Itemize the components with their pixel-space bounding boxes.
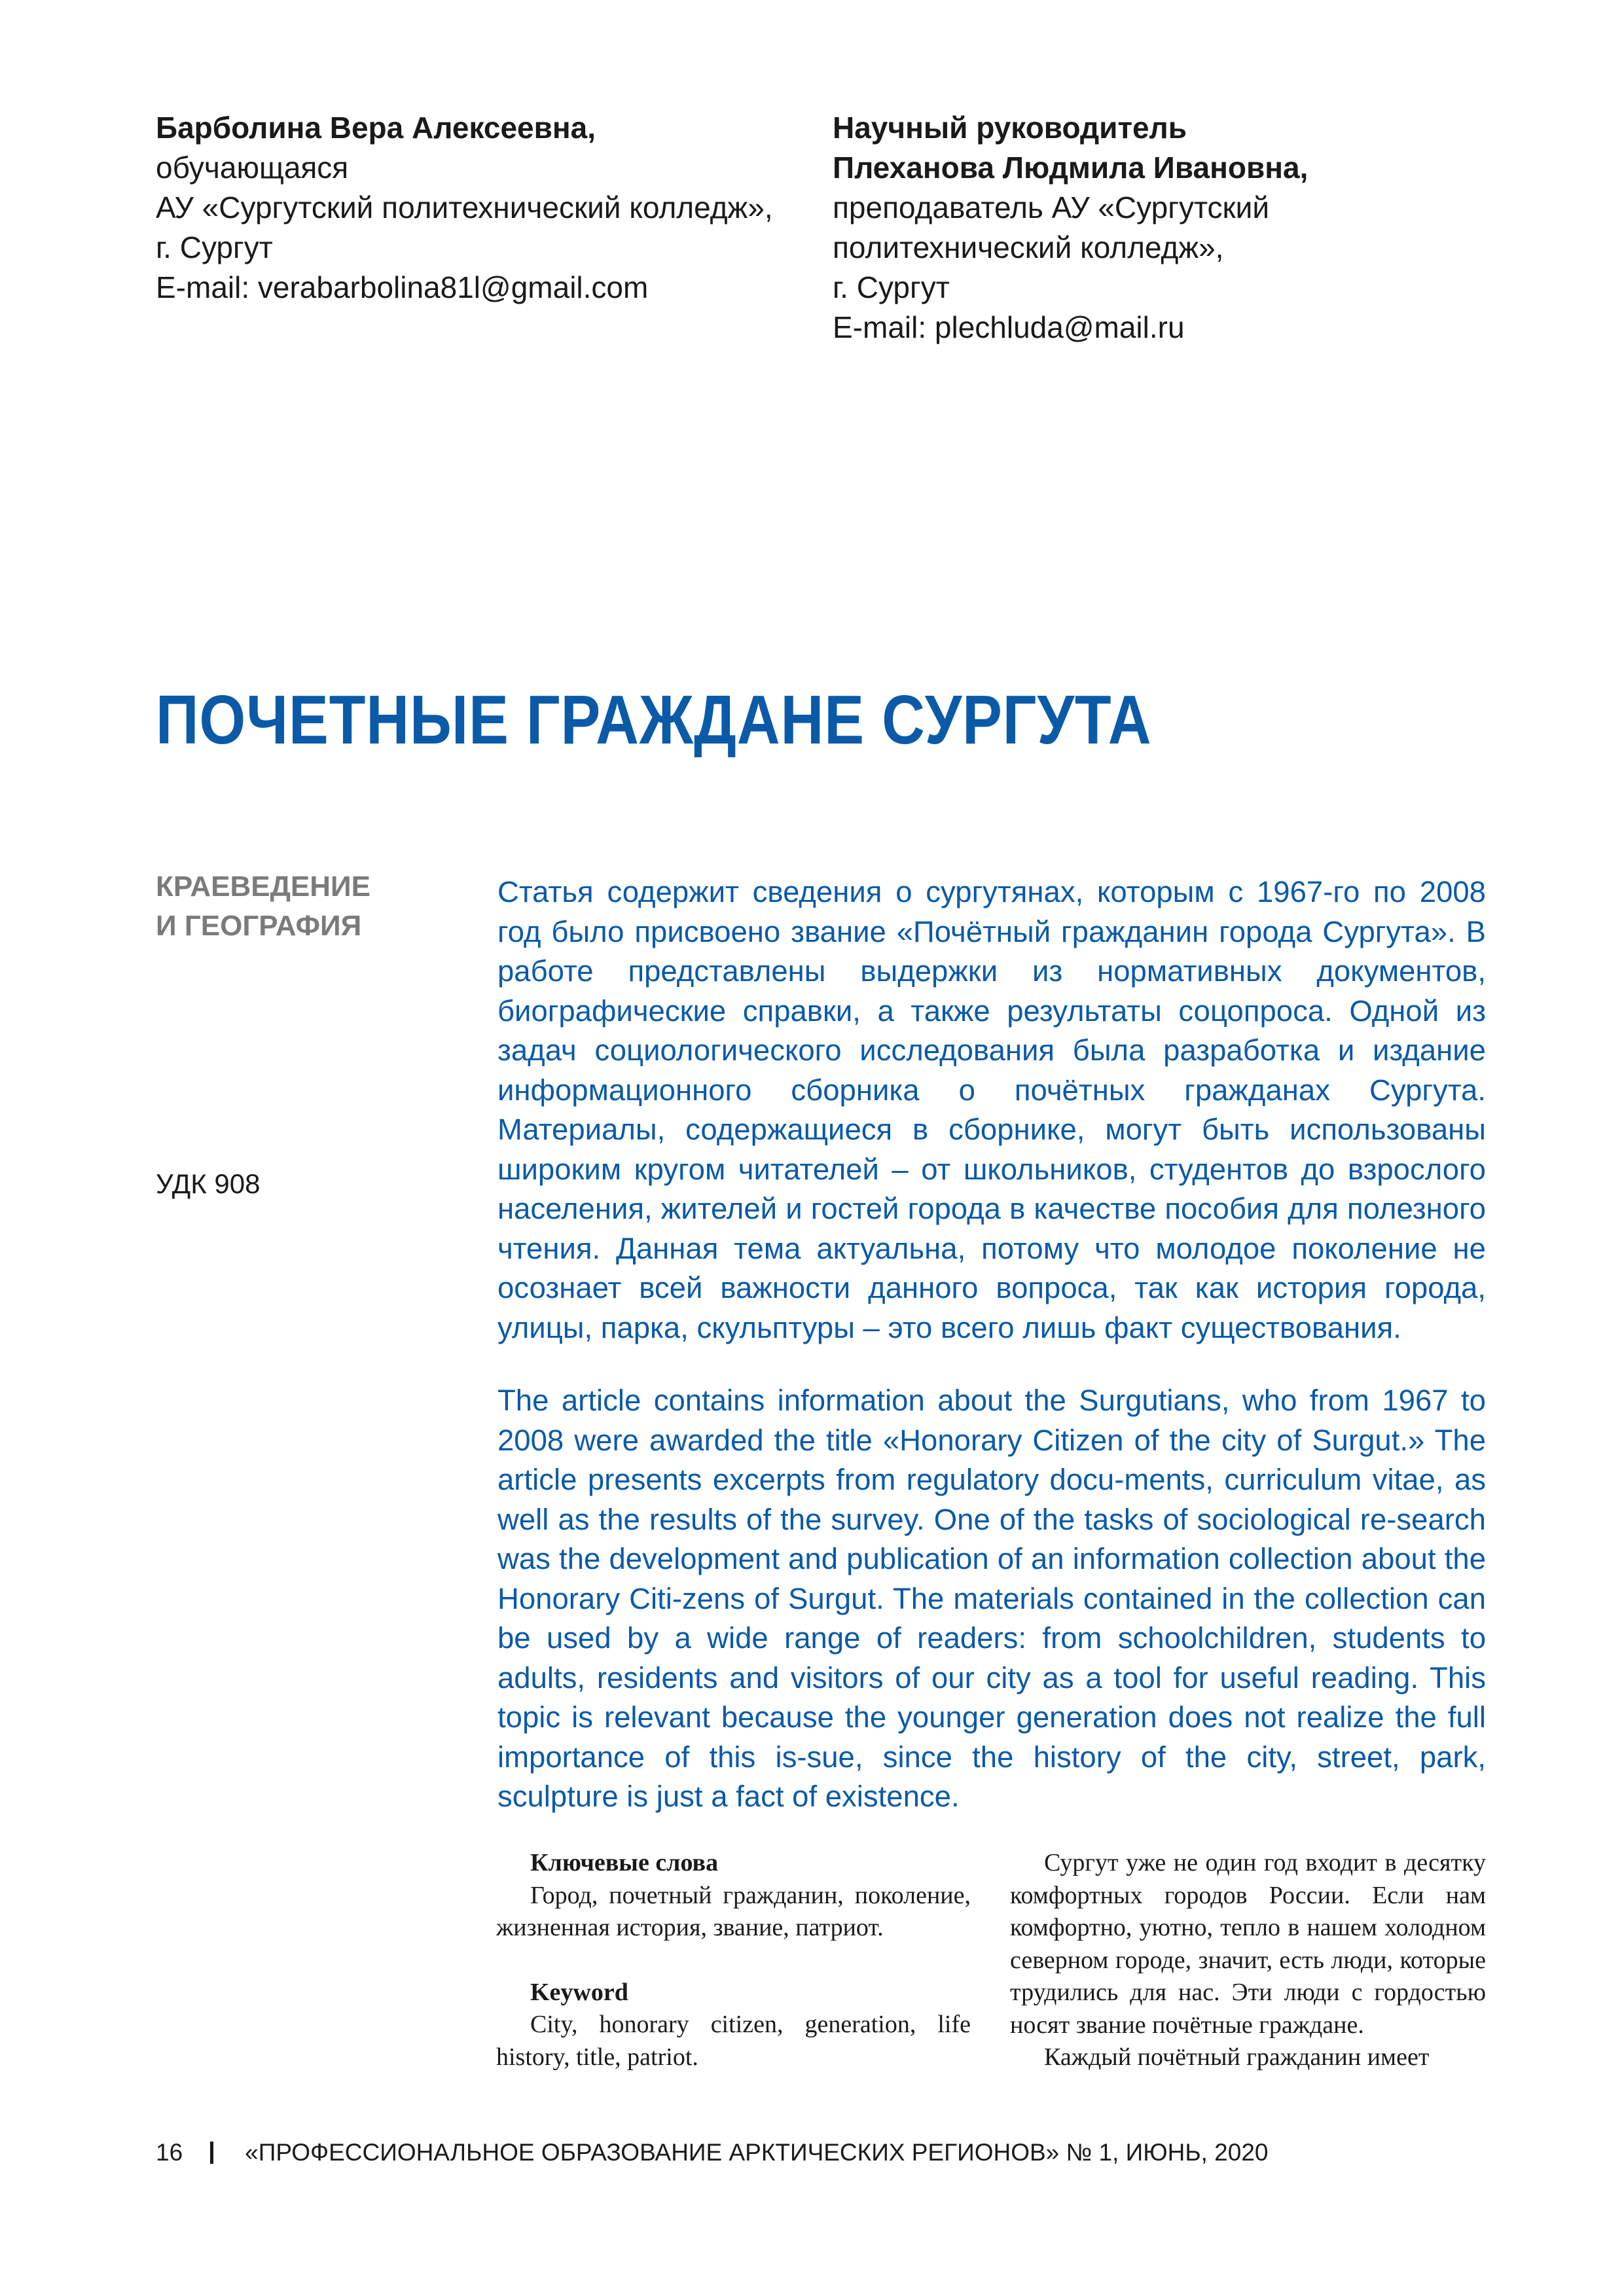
supervisor-city: г. Сургут <box>833 270 950 304</box>
author-city: г. Сургут <box>156 230 273 264</box>
keywords-column <box>496 1847 971 2073</box>
section-label-line1: КРАЕВЕДЕНИЕ <box>156 870 371 903</box>
keywords-en-heading: Keyword <box>530 1978 628 2006</box>
keywords-ru-heading: Ключевые слова <box>530 1849 719 1876</box>
journal-name: «ПРОФЕССИОНАЛЬНОЕ ОБРАЗОВАНИЕ АРКТИЧЕСКИХ РЕГИОНОВ» № 1, ИЮНЬ, 2020 <box>245 2139 1269 2166</box>
author-block <box>156 108 773 308</box>
author-name: Барболина Вера Алексеевна, <box>156 111 596 145</box>
keywords-en-text: City, honorary citizen, generation, life history, title, patriot. <box>496 2011 971 2071</box>
keywords-ru-text: Город, почетный гражданин, поколение, жизненная история, звание, патриот. <box>496 1881 971 1941</box>
supervisor-role: Научный руководитель <box>833 111 1187 145</box>
body-paragraph-1: Сургут уже не один год входит в десятку комфортных городов России. Если нам комфортно, уютно, тепло в нашем холодном северном городе, значит, есть люди, которые трудились для нас. Эти люди с гордостью носят звание почётные граждане. <box>1010 1849 1486 2039</box>
body-paragraph-2: Каждый почётный гражданин имеет <box>1044 2043 1430 2071</box>
section-label-line2: И ГЕОГРАФИЯ <box>156 910 362 942</box>
supervisor-position-line2: политехнический колледж», <box>833 230 1224 264</box>
abstract-ru: Статья содержит сведения о сургутянах, которым с 1967-го по 2008 год было присвоено звание «Почётный гражданин города Сургута». В работе представлены выдержки из нормативных документов, биографические справки, а также результаты соцопроса. Одной из задач социологического исследования была разработка и издание информационного сборника о почётных гражданах Сургута. Материалы, содержащиеся в сборнике, могут быть использованы широким кругом читателей – от школьников, студентов до взрослого населения, жителей и гостей города в качестве пособия для полезного чтения. Данная тема актуальна, потому что молодое поколение не осознает всей важности данного вопроса, так как история города, улицы, парка, скульптуры – это всего лишь факт существования. <box>497 875 1486 1344</box>
section-label <box>156 867 370 946</box>
supervisor-email: E-mail: plechluda@mail.ru <box>833 310 1185 344</box>
udk-code: УДК 908 <box>156 1168 261 1199</box>
body-column <box>1010 1847 1486 2074</box>
author-org: АУ «Сургутский политехнический колледж», <box>156 190 773 224</box>
supervisor-block <box>833 108 1308 348</box>
page-number: 16 <box>156 2139 183 2166</box>
supervisor-position-line1: преподаватель АУ «Сургутский <box>833 190 1270 224</box>
author-status: обучающаяся <box>156 151 349 185</box>
author-email: E-mail: verabarbolina81l@gmail.com <box>156 270 649 304</box>
abstract-en: The article contains information about the Surgutians, who from 1967 to 2008 were awarded the title «Honorary Citizen of the city of Surgut.» The article presents excerpts from regulatory docu-ments, curriculum vitae, as well as the results of the survey. One of the tasks of sociological re-search was the development and publication of an information collection about the Honorary Citi-zens of Surgut. The materials contained in the collection can be used by a wide range of readers: from schoolchildren, students to adults, residents and visitors of our city as a tool for useful reading. This topic is relevant because the younger generation does not realize the full importance of this is-sue, since the history of the city, street, park, sculpture is just a fact of existence. <box>497 1384 1486 1813</box>
article-title: ПОЧЕТНЫЕ ГРАЖДАНЕ СУРГУТА <box>156 681 1152 759</box>
page-footer <box>156 2139 1269 2166</box>
spacer <box>496 1945 971 1977</box>
supervisor-name: Плеханова Людмила Ивановна, <box>833 151 1308 185</box>
footer-separator <box>210 2142 213 2164</box>
